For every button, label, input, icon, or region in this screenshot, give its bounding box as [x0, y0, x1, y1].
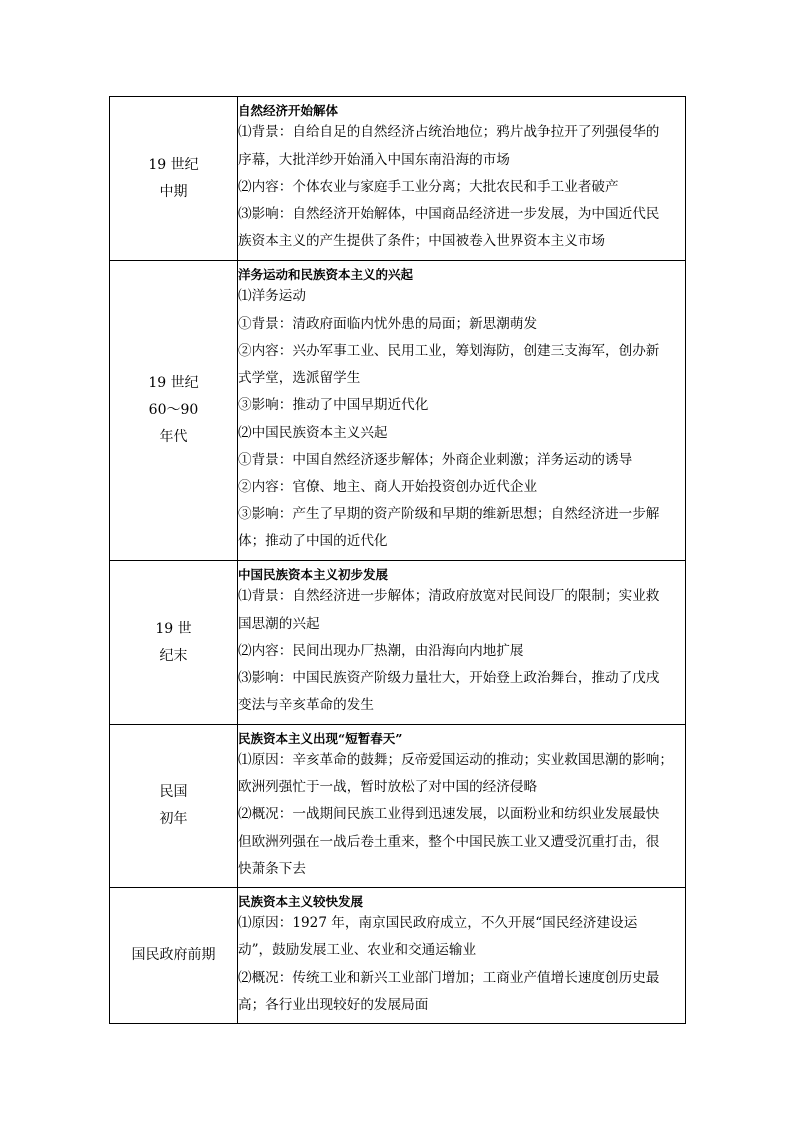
- section-heading: 自然经济开始解体: [238, 103, 339, 119]
- period-cell: [110, 261, 238, 561]
- section-heading: 洋务运动和民族资本主义的兴起: [238, 267, 414, 283]
- period-label: 国民政府前期: [131, 947, 216, 963]
- period-cell: [110, 888, 238, 1024]
- period-label: 中期: [159, 183, 188, 200]
- content-line: ⑵内容：个体农业与家庭手工业分离；大批农民和手工业者破产: [238, 178, 619, 195]
- history-table: [109, 96, 686, 1024]
- content-line: 欧洲列强忙于一战，暂时放松了对中国的经济侵略: [238, 779, 538, 796]
- content-line: ③影响：产生了早期的资产阶级和早期的维新思想；自然经济进一步解: [238, 506, 660, 523]
- content-cell: [238, 561, 686, 725]
- content-cell: [238, 97, 686, 261]
- content-line: 快萧条下去: [238, 860, 306, 877]
- content-line: ①背景：清政府面临内忧外患的局面；新思潮萌发: [238, 315, 538, 332]
- content-line: 但欧洲列强在一战后卷土重来，整个中国民族工业又遭受沉重打击，很: [238, 833, 660, 850]
- content-line: 国思潮的兴起: [238, 615, 320, 632]
- content-line: ⑴背景：自然经济进一步解体；清政府放宽对民间设厂的限制；实业救: [238, 588, 660, 605]
- period-cell: [110, 97, 238, 261]
- content-line: 体；推动了中国的近代化: [238, 533, 388, 550]
- period-cell: [110, 561, 238, 725]
- content-line: 高；各行业出现较好的发展局面: [238, 996, 429, 1013]
- table-row: [110, 261, 686, 561]
- content-cell: [238, 888, 686, 1024]
- table-row: [110, 725, 686, 888]
- content-line: ⑴原因：辛亥革命的鼓舞；反帝爱国运动的推动；实业救国思潮的影响；: [238, 751, 673, 768]
- content-line: 动”，鼓励发展工业、农业和交通运输业: [238, 942, 477, 959]
- content-line: ⑵中国民族资本主义兴起: [238, 424, 388, 441]
- content-line: 序幕，大批洋纱开始涌入中国东南沿海的市场: [238, 151, 510, 168]
- content-line: ⑶影响：自然经济开始解体，中国商品经济进一步发展，为中国近代民: [238, 206, 660, 223]
- period-label: 初年: [159, 811, 188, 827]
- content-line: ⑴原因：1927 年，南京国民政府成立，不久开展“国民经济建设运: [238, 915, 638, 932]
- content-line: ⑵概况：传统工业和新兴工业部门增加；工商业产值增长速度创历史最: [238, 969, 660, 986]
- section-heading: 中国民族资本主义初步发展: [238, 567, 389, 583]
- period-label: 19 世纪: [148, 375, 199, 391]
- content-line: ②内容：官僚、地主、商人开始投资创办近代企业: [238, 478, 538, 495]
- content-line: ⑵概况：一战期间民族工业得到迅速发展，以面粉业和纺织业发展最快: [238, 806, 660, 823]
- content-line: ⑴洋务运动: [238, 288, 306, 305]
- period-label: 年代: [159, 429, 188, 445]
- content-cell: [238, 725, 686, 888]
- period-label: 19 世纪: [148, 156, 199, 173]
- content-line: ②内容：兴办军事工业、民用工业，筹划海防，创建三支海军，创办新: [238, 342, 660, 359]
- content-line: ⑶影响：中国民族资产阶级力量壮大，开始登上政治舞台，推动了戊戌: [238, 670, 660, 687]
- content-line: ①背景：中国自然经济逐步解体；外商企业刺激；洋务运动的诱导: [238, 451, 633, 468]
- period-cell: [110, 725, 238, 888]
- content-line: 式学堂，选派留学生: [238, 370, 361, 387]
- table-body: [110, 97, 686, 1024]
- period-label: 纪末: [159, 647, 188, 664]
- section-heading: 民族资本主义较快发展: [238, 894, 364, 910]
- period-label: 19 世: [155, 620, 192, 637]
- content-line: ⑵内容：民间出现办厂热潮，由沿海向内地扩展: [238, 642, 524, 659]
- table-row: [110, 888, 686, 1024]
- content-line: ⑴背景：自给自足的自然经济占统治地位；鸦片战争拉开了列强侵华的: [238, 124, 660, 141]
- table-row: [110, 97, 686, 261]
- content-line: 变法与辛亥革命的发生: [238, 697, 374, 714]
- content-line: ③影响：推动了中国早期近代化: [238, 397, 429, 414]
- content-line: 族资本主义的产生提供了条件；中国被卷入世界资本主义市场: [238, 233, 606, 250]
- content-cell: [238, 261, 686, 561]
- section-heading: 民族资本主义出现“短暂春天”: [238, 730, 403, 746]
- period-label: 民国: [159, 784, 188, 800]
- period-label: 60～90: [148, 402, 199, 418]
- table-row: [110, 561, 686, 725]
